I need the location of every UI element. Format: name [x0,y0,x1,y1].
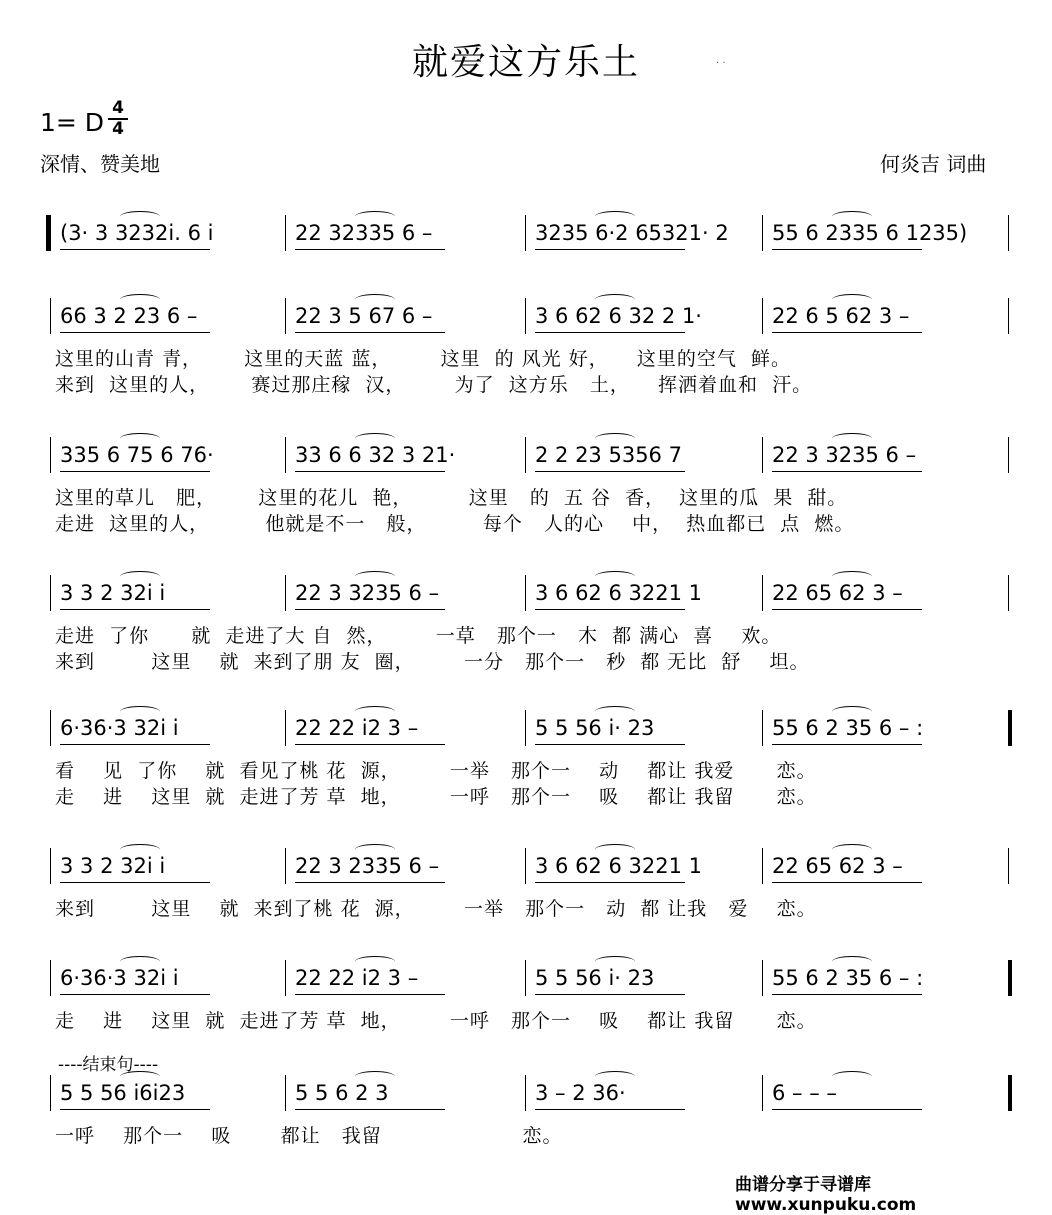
measure-notes: 22 65 62 3 – [772,581,903,605]
slur [595,571,635,582]
measure [772,437,998,475]
time-signature [108,100,128,138]
beam-underline [772,471,922,472]
beam-underline [60,994,210,995]
measure [60,215,275,253]
slur [120,294,160,305]
measure-notes: 22 65 62 3 – [772,854,903,878]
slur [120,211,160,222]
slur [595,211,635,222]
barline [1008,298,1009,334]
beam-underline [60,471,210,472]
title-marks: · · [716,58,726,69]
measure-notes: (3· 3 3232i. 6 i [60,221,214,245]
measure-notes: 5 5 56 i· 23 [535,966,655,990]
barline [285,960,286,996]
measure [772,215,998,253]
beam-underline [60,609,210,610]
measure [60,848,275,886]
measure [60,437,275,475]
measure [772,298,998,336]
slur [120,571,160,582]
beam-underline [772,332,922,333]
measure [535,848,752,886]
slur [832,571,872,582]
beam-underline [295,332,445,333]
time-signature-top: 4 [112,98,124,118]
measure [535,960,752,998]
measure [60,1075,275,1113]
beam-underline [295,994,445,995]
ending-label: ----结束句---- [58,1055,159,1075]
slur [355,844,395,855]
measure-notes: 55 6 2335 6 1235) [772,221,968,245]
measure [60,960,275,998]
measure-notes: 22 6 5 62 3 – [772,304,910,328]
slur [355,706,395,717]
measure [295,437,515,475]
slur [355,956,395,967]
measure-notes: 22 3 5 67 6 – [295,304,433,328]
barline [50,298,51,334]
time-signature-bottom: 4 [112,119,124,139]
measure [295,1075,515,1113]
slur [120,956,160,967]
measure [772,575,998,613]
measure-notes: 6·36·3 32i i [60,716,179,740]
beam-underline [772,1109,922,1110]
measure-notes: 66 3 2 23 6 – [60,304,198,328]
lyric-line: 来到 这里的人， 赛过那庄稼 汉， 为了 这方乐 土， 挥洒着血和 汗。 [55,374,813,396]
lyric-line: 一呼 那个一 吸 都让 我留 恋。 [55,1125,563,1147]
barline [50,215,51,251]
barline [285,215,286,251]
beam-underline [535,744,685,745]
measure [772,848,998,886]
barline [525,575,526,611]
barline [525,437,526,473]
beam-underline [60,249,210,250]
slur [832,294,872,305]
measure [772,960,998,998]
measure-notes: 22 22 i2 3 – [295,966,419,990]
measure [295,960,515,998]
barline [525,960,526,996]
repeat-start-barline [46,215,50,251]
measure-notes: 22 3 3235 6 – [295,581,440,605]
barline [762,710,763,746]
measure [772,1075,998,1113]
measure [295,848,515,886]
measure-notes: 3 3 2 32i i [60,854,166,878]
barline [1008,575,1009,611]
measure-notes: 22 3 2335 6 – [295,854,440,878]
barline [525,1075,526,1111]
slur [595,844,635,855]
barline [285,710,286,746]
barline [50,848,51,884]
beam-underline [772,744,922,745]
measure [60,710,275,748]
beam-underline [535,249,685,250]
measure-notes: 3 6 62 6 3221 1 [535,581,702,605]
barline [285,848,286,884]
measure-notes: 6·36·3 32i i [60,966,179,990]
lyric-line: 看 见 了你 就 看见了桃 花 源， 一举 那个一 动 都让 我爱 恋。 [55,760,817,782]
slur [832,956,872,967]
barline [762,298,763,334]
measure [535,298,752,336]
barline [525,710,526,746]
barline [285,1075,286,1111]
barline [1008,710,1012,746]
measure-notes: 5 5 6 2 3 [295,1081,389,1105]
beam-underline [295,744,445,745]
measure-notes: 5 5 56 i· 23 [535,716,655,740]
barline [1008,437,1009,473]
slur [832,211,872,222]
measure [60,298,275,336]
measure-notes: 22 3 3235 6 – [772,443,917,467]
measure [295,298,515,336]
beam-underline [772,609,922,610]
lyric-line: 这里的山青 青， 这里的天蓝 蓝， 这里 的 风光 好， 这里的空气 鲜。 [55,348,791,370]
slur [595,706,635,717]
beam-underline [535,332,685,333]
measure [295,575,515,613]
slur [120,706,160,717]
barline [285,575,286,611]
slur [595,433,635,444]
slur [120,433,160,444]
measure-notes: 33 6 6 32 3 21· [295,443,456,467]
lyric-line: 走 进 这里 就 走进了芳 草 地， 一呼 那个一 吸 都让 我留 恋。 [55,1010,817,1032]
barline [285,437,286,473]
barline [762,960,763,996]
beam-underline [535,1109,685,1110]
slur [832,1071,872,1082]
barline [50,960,51,996]
slur [355,1071,395,1082]
slur [595,1071,635,1082]
measure-notes: 6 – – – [772,1081,837,1105]
slur [355,211,395,222]
slur [595,294,635,305]
barline [762,437,763,473]
measure-notes: 22 22 i2 3 – [295,716,419,740]
barline [762,848,763,884]
measure-notes: 3 6 62 6 32 2 1· [535,304,702,328]
beam-underline [535,882,685,883]
beam-underline [535,609,685,610]
measure [60,575,275,613]
measure [772,710,998,748]
expression-marking: 深情、赞美地 [40,152,160,176]
lyric-line: 走进 这里的人， 他就是不一 般， 每个 人的心 中， 热血都已 点 燃。 [55,513,855,535]
measure-notes: 2 2 23 5356 7 [535,443,682,467]
song-title: 就爱这方乐土 [411,42,640,83]
beam-underline [60,332,210,333]
barline [762,575,763,611]
measure [535,215,752,253]
barline [525,215,526,251]
barline [50,575,51,611]
barline [1008,848,1009,884]
barline [1008,1075,1012,1111]
beam-underline [295,471,445,472]
measure [295,215,515,253]
beam-underline [295,1109,445,1110]
footer-credit: 曲谱分享于寻谱库 www.xunpuku.com [735,1175,917,1215]
lyric-line: 来到 这里 就 来到了桃 花 源， 一举 那个一 动 都 让我 爱 恋。 [55,898,817,920]
measure [535,1075,752,1113]
beam-underline [295,882,445,883]
measure [535,710,752,748]
barline [50,437,51,473]
measure-notes: 22 32335 6 – [295,221,433,245]
beam-underline [60,882,210,883]
lyric-line: 走进 了你 就 走进了大 自 然， 一草 那个一 木 都 满心 喜 欢。 [55,625,782,647]
slur [355,294,395,305]
measure-notes: 335 6 75 6 76· [60,443,214,467]
beam-underline [772,994,922,995]
barline [762,215,763,251]
beam-underline [772,882,922,883]
measure-notes: 55 6 2 35 6 – : [772,966,924,990]
slur [120,844,160,855]
barline [762,1075,763,1111]
barline [50,710,51,746]
lyric-line: 来到 这里 就 来到了朋 友 圈， 一分 那个一 秒 都 无比 舒 坦。 [55,651,810,673]
measure-notes: 3 3 2 32i i [60,581,166,605]
measure [535,437,752,475]
measure [535,575,752,613]
barline [285,298,286,334]
beam-underline [295,609,445,610]
beam-underline [535,471,685,472]
slur [832,844,872,855]
barline [1008,215,1009,251]
barline [525,848,526,884]
lyric-line: 走 进 这里 就 走进了芳 草 地， 一呼 那个一 吸 都让 我留 恋。 [55,786,817,808]
beam-underline [772,249,922,250]
slur [832,706,872,717]
slur [355,433,395,444]
measure-notes: 5 5 56 i6i23 [60,1081,186,1105]
measure-notes: 55 6 2 35 6 – : [772,716,924,740]
measure-notes: 3 – 2 36· [535,1081,626,1105]
measure-notes: 3 6 62 6 3221 1 [535,854,702,878]
beam-underline [60,1109,210,1110]
slur [832,433,872,444]
slur [355,571,395,582]
author-credit: 何炎吉 词曲 [880,152,987,176]
measure [295,710,515,748]
barline [1008,960,1012,996]
key-signature: 1= D [40,108,105,137]
barline [50,1075,51,1111]
beam-underline [535,994,685,995]
measure-notes: 3235 6·2 65321· 2 [535,221,729,245]
beam-underline [295,249,445,250]
barline [525,298,526,334]
lyric-line: 这里的草儿 肥， 这里的花儿 艳， 这里 的 五 谷 香， 这里的瓜 果 甜。 [55,487,848,509]
slur [595,956,635,967]
beam-underline [60,744,210,745]
